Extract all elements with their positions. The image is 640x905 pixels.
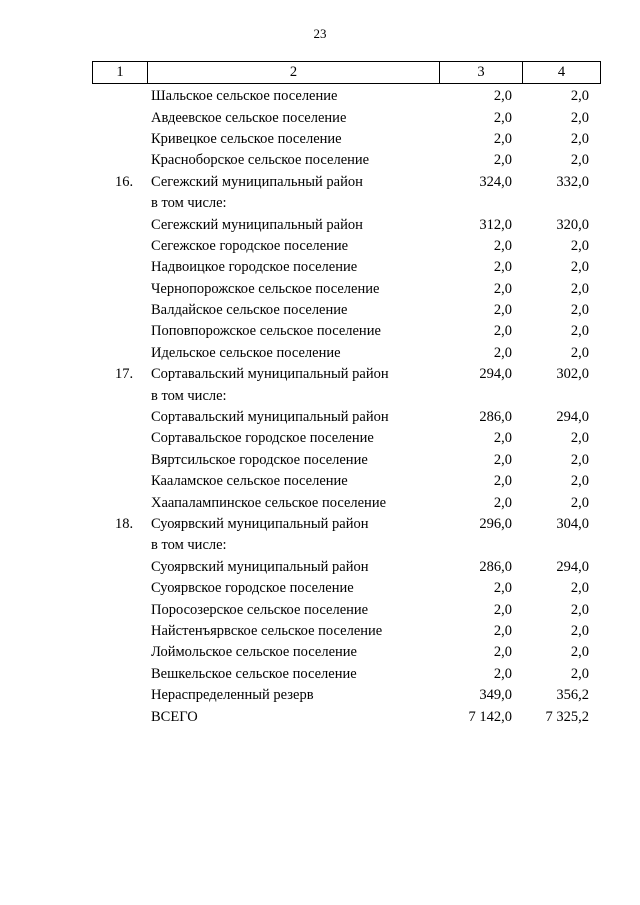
row-value-col4: 2,0 — [570, 130, 589, 147]
row-value-col3: 2,0 — [493, 280, 512, 297]
row-value-col4: 2,0 — [570, 259, 589, 276]
table-row — [92, 193, 601, 214]
row-value-col3: 2,0 — [493, 580, 512, 597]
header-col-1: 1 — [116, 64, 124, 80]
row-value-col4: 2,0 — [570, 109, 589, 126]
row-name: Поросозерское сельское поселение — [151, 601, 369, 618]
row-value-col3: 2,0 — [493, 237, 512, 254]
table-header — [92, 61, 601, 84]
row-value-col4: 304,0 — [556, 516, 589, 532]
row-value-col4: 2,0 — [570, 601, 589, 618]
table-row — [92, 471, 601, 492]
header-col-2: 2 — [147, 62, 439, 83]
header-col-4: 4 — [522, 62, 600, 83]
row-name: Надвоицкое городское поселение — [151, 259, 358, 276]
row-number: 17. — [114, 366, 134, 383]
row-value-col3: 2,0 — [493, 323, 512, 340]
table-row — [92, 257, 601, 278]
row-name: Найстенъярвское сельское поселение — [151, 622, 383, 639]
row-value-col4: 2,0 — [570, 644, 589, 661]
row-value-col4: 294,0 — [556, 409, 589, 426]
row-value-col3: 286,0 — [479, 558, 512, 575]
row-name: в том числе: — [151, 387, 227, 404]
table-row — [92, 557, 601, 578]
table-row — [92, 214, 601, 235]
row-name: Вешкельское сельское поселение — [151, 665, 357, 682]
table-row — [92, 86, 601, 107]
table-row — [92, 172, 601, 193]
table-row — [92, 428, 601, 449]
row-name: Сегежское городское поселение — [151, 237, 349, 254]
row-value-col4: 302,0 — [556, 366, 589, 383]
row-name: Суоярвский муниципальный район — [151, 558, 369, 575]
row-value-col3: 2,0 — [493, 494, 512, 511]
row-value-col3: 324,0 — [479, 173, 512, 190]
table-row — [92, 407, 601, 428]
table-row — [92, 492, 601, 513]
row-value-col3: 2,0 — [493, 622, 512, 639]
row-value-col3: 312,0 — [479, 216, 512, 233]
row-value-col4: 2,0 — [570, 451, 589, 468]
row-value-col4: 2,0 — [570, 237, 589, 254]
table-row — [92, 321, 601, 342]
row-value-col3: 2,0 — [493, 109, 512, 126]
row-value-col3: 2,0 — [493, 259, 512, 276]
row-value-col4: 7 325,2 — [545, 708, 589, 725]
table-row — [92, 236, 601, 257]
row-value-col3: 296,0 — [479, 516, 512, 532]
row-value-col4: 2,0 — [570, 88, 589, 105]
row-value-col3: 2,0 — [493, 665, 512, 682]
row-name: Вяртсильское городское поселение — [151, 451, 368, 468]
table-row — [92, 129, 601, 150]
table-row — [92, 300, 601, 321]
row-name: Лоймольское сельское поселение — [151, 644, 357, 661]
table-row — [92, 642, 601, 663]
row-value-col4: 356,2 — [556, 687, 589, 704]
row-value-col3: 2,0 — [493, 601, 512, 618]
row-name: Авдеевское сельское поселение — [151, 109, 347, 126]
row-number: 18. — [114, 516, 134, 532]
table-row — [92, 385, 601, 406]
row-value-col4: 2,0 — [570, 430, 589, 447]
row-name: Кааламское сельское поселение — [151, 473, 348, 490]
row-name: Красноборское сельское поселение — [151, 152, 370, 169]
row-name: Шальское сельское поселение — [151, 88, 338, 105]
row-value-col4: 2,0 — [570, 580, 589, 597]
row-value-col3: 2,0 — [493, 88, 512, 105]
row-value-col3: 2,0 — [493, 430, 512, 447]
row-name: в том числе: — [151, 195, 227, 212]
table-row — [92, 706, 601, 727]
page-number: 23 — [313, 26, 327, 41]
row-value-col3: 2,0 — [493, 130, 512, 147]
row-value-col4: 2,0 — [570, 494, 589, 511]
row-name: Поповпорожское сельское поселение — [151, 323, 381, 340]
row-value-col4: 320,0 — [556, 216, 589, 233]
row-value-col4: 2,0 — [570, 280, 589, 297]
row-value-col3: 2,0 — [493, 302, 512, 319]
row-value-col4: 2,0 — [570, 665, 589, 682]
table-row — [92, 578, 601, 599]
row-name: Сегежский муниципальный район — [151, 216, 363, 233]
row-value-col4: 2,0 — [570, 302, 589, 319]
table-row — [92, 150, 601, 171]
row-value-col4: 2,0 — [570, 152, 589, 169]
row-name: Хаапалампинское сельское поселение — [151, 494, 387, 511]
row-value-col3: 2,0 — [493, 644, 512, 661]
row-value-col3: 7 142,0 — [468, 708, 512, 725]
row-value-col3: 2,0 — [493, 344, 512, 361]
row-name: Сортавальское городское поселение — [151, 430, 374, 447]
row-name: Сегежский муниципальный район — [151, 173, 363, 190]
row-value-col4: 2,0 — [570, 323, 589, 340]
row-value-col3: 286,0 — [479, 409, 512, 426]
table-row — [92, 599, 601, 620]
row-name: Сортавальский муниципальный район — [151, 409, 389, 426]
row-value-col4: 332,0 — [556, 173, 589, 190]
row-name: Кривецкое сельское поселение — [151, 130, 342, 147]
row-value-col4: 2,0 — [570, 622, 589, 639]
row-value-col4: 294,0 — [556, 558, 589, 575]
row-name: Чернопорожское сельское поселение — [151, 280, 380, 297]
table-row — [92, 343, 601, 364]
table-row — [92, 364, 601, 385]
row-value-col3: 2,0 — [493, 451, 512, 468]
table-row — [92, 535, 601, 556]
row-name: Валдайское сельское поселение — [151, 302, 348, 319]
row-name: в том числе: — [151, 537, 227, 554]
row-value-col4: 2,0 — [570, 473, 589, 490]
row-value-col3: 2,0 — [493, 152, 512, 169]
row-value-col3: 294,0 — [479, 366, 512, 383]
table-row — [92, 514, 601, 535]
row-name: Сортавальский муниципальный район — [151, 366, 389, 383]
table-row — [92, 450, 601, 471]
row-value-col3: 349,0 — [479, 687, 512, 704]
row-number: 16. — [114, 173, 134, 190]
row-value-col3: 2,0 — [493, 473, 512, 490]
row-name: Суоярвское городское поселение — [151, 580, 354, 597]
row-name: Суоярвский муниципальный район — [151, 516, 369, 532]
row-value-col4: 2,0 — [570, 344, 589, 361]
table-row — [92, 279, 601, 300]
row-name: Нераспределенный резерв — [151, 687, 314, 704]
header-col-3: 3 — [439, 62, 522, 83]
table-row — [92, 664, 601, 685]
table-row — [92, 107, 601, 128]
row-name: Идельское сельское поселение — [151, 344, 341, 361]
row-name: ВСЕГО — [151, 708, 198, 725]
table-row — [92, 685, 601, 706]
table-body — [92, 86, 601, 728]
table-row — [92, 621, 601, 642]
